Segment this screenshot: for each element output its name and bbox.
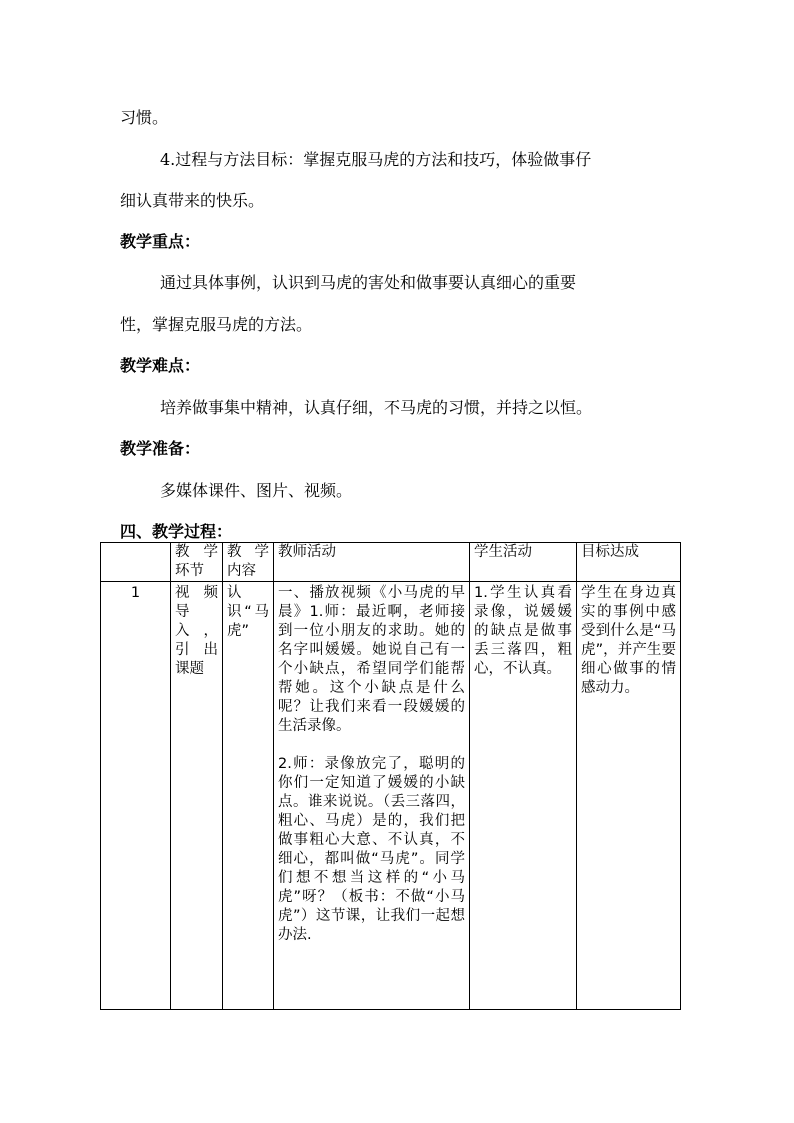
teacher-activity-part-2: 2.师：录像放完了，聪明的你们一定知道了媛媛的小缺点。谁来说说。（丢三落四，粗心、马虎）是的，我们把做事粗心大意、不认真，不细心，都叫做“马虎”。同学们想不想当这样的“小马虎”呀？（板书：不做“小马虎”）这节课，让我们一起想办法. [278, 756, 465, 943]
header-cell-content: 教学内容 [223, 543, 274, 582]
intro-line-1: 习惯。 [120, 108, 169, 127]
process-heading: 四、教学过程： [120, 522, 233, 541]
process-method-goal-line-2: 细认真带来的快乐。 [120, 191, 265, 210]
key-points-heading: 教学重点： [120, 232, 201, 251]
header-cell-teacher: 教师活动 [274, 543, 470, 582]
teacher-activity-cell [274, 582, 470, 1010]
difficulties-heading: 教学难点： [120, 356, 201, 375]
header-cell-number [101, 543, 171, 582]
process-method-goal-line-1: 4.过程与方法目标：掌握克服马虎的方法和技巧，体验做事仔 [160, 150, 592, 169]
preparation-heading: 教学准备： [120, 439, 201, 458]
table-header-row [101, 543, 681, 582]
preparation-line-1: 多媒体课件、图片、视频。 [160, 481, 353, 500]
header-cell-stage: 教学环节 [171, 543, 223, 582]
row-number-cell: 1 [101, 582, 171, 1010]
difficulties-line-1: 培养做事集中精神，认真仔细，不马虎的习惯，并持之以恒。 [160, 398, 593, 417]
paragraph-gap [278, 736, 465, 755]
key-points-line-2: 性，掌握克服马虎的方法。 [120, 315, 313, 334]
key-points-line-1: 通过具体事例，认识到马虎的害处和做事要认真细心的重要 [160, 273, 577, 292]
header-cell-goal: 目标达成 [577, 543, 681, 582]
goal-cell: 学生在身边真实的事例中感受到什么是“马虎”，并产生要细心做事的情感动力。 [577, 582, 681, 1010]
table-row [101, 582, 681, 1010]
header-cell-student: 学生活动 [470, 543, 577, 582]
teacher-activity-part-1: 一、播放视频《小马虎的早晨》1.师：最近啊，老师接到一位小朋友的求助。她的名字叫媛媛。她说自己有一个小缺点，希望同学们能帮帮她。这个小缺点是什么呢？让我们来看一段媛媛的生活录像。 [278, 585, 465, 734]
content-cell: 认识“马虎” [223, 582, 274, 1010]
stage-cell: 视频导入，引出课题 [171, 582, 223, 1010]
student-activity-cell: 1.学生认真看录像，说媛媛的缺点是做事丢三落四，粗心，不认真。 [470, 582, 577, 1010]
teaching-process-table [100, 542, 681, 1010]
